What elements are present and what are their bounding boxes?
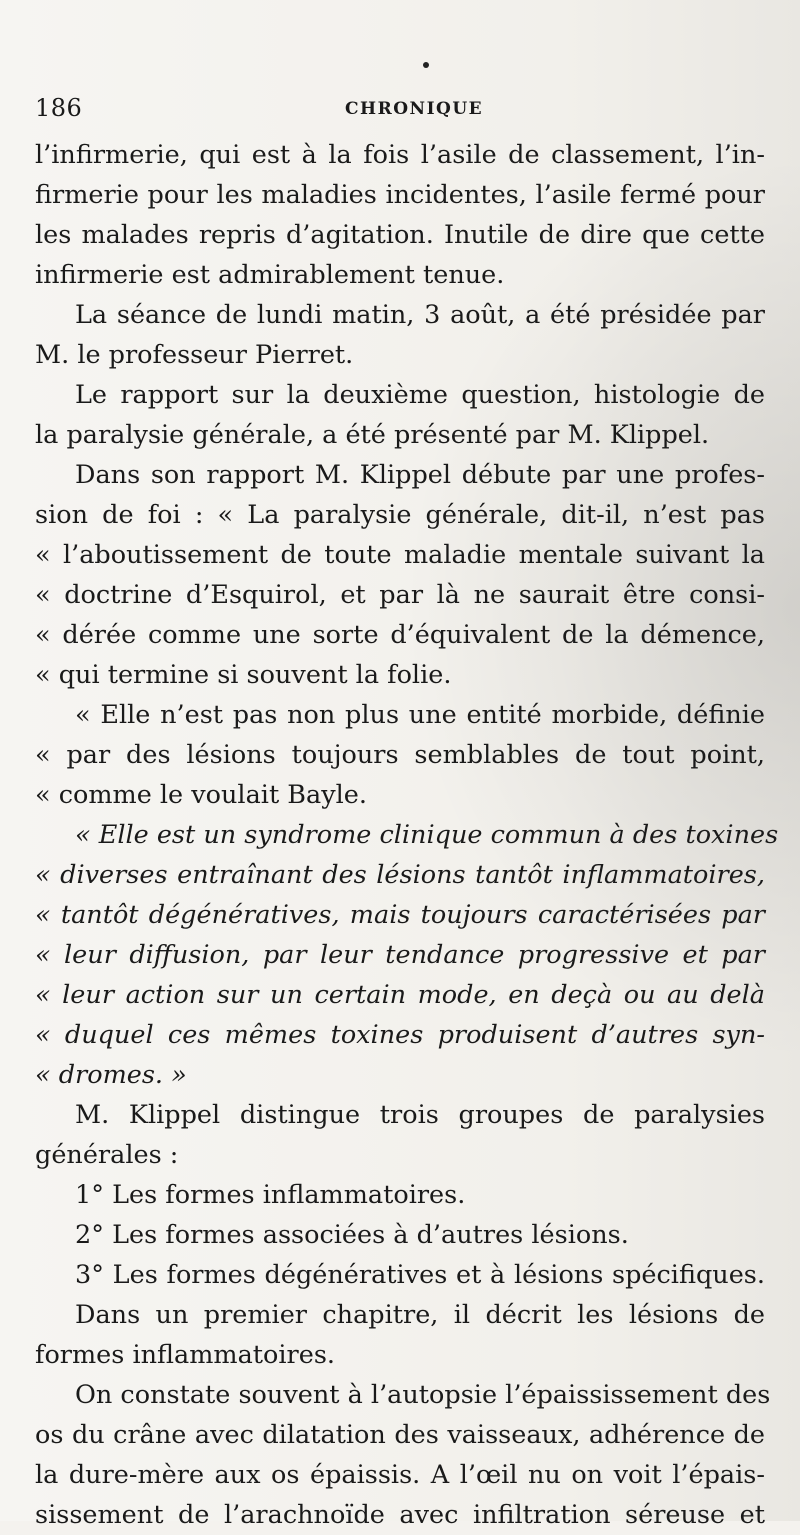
text-line: l’infirmerie, qui est à la fois l’asile de classement, l’in- <box>35 140 765 170</box>
running-head: CHRONIQUE <box>345 99 484 119</box>
text-line: Dans son rapport M. Klippel débute par une profes- <box>75 460 765 490</box>
text-line: M. Klippel distingue trois groupes de paralysies <box>75 1100 765 1130</box>
text-line: formes inflammatoires. <box>35 1340 336 1370</box>
text-line: M. le professeur Pierret. <box>35 340 354 370</box>
text-line: sion de foi : « La paralysie générale, dit-il, n’est pas <box>35 500 765 530</box>
text-line: « diverses entraînant des lésions tantôt inflammatoires, <box>35 860 765 890</box>
text-line: os du crâne avec dilatation des vaisseaux, adhérence de <box>35 1420 765 1450</box>
text-line: « Elle est un syndrome clinique commun à des toxines <box>75 820 779 850</box>
text-line: générales : <box>35 1140 179 1170</box>
text-line: « par des lésions toujours semblables de tout point, <box>35 740 765 770</box>
text-line: « leur diffusion, par leur tendance progressive et par <box>35 940 765 970</box>
text-line: 1° Les formes inflammatoires. <box>75 1180 466 1210</box>
text-line: Dans un premier chapitre, il décrit les lésions de <box>75 1300 765 1330</box>
text-line: « duquel ces mêmes toxines produisent d’autres syn- <box>35 1020 765 1050</box>
page-number: 186 <box>35 94 83 122</box>
text-line: « dromes. » <box>35 1060 187 1090</box>
text-line: « l’aboutissement de toute maladie mentale suivant la <box>35 540 765 570</box>
text-line: On constate souvent à l’autopsie l’épaississement des <box>75 1380 771 1410</box>
text-line: La séance de lundi matin, 3 août, a été présidée par <box>75 300 765 330</box>
text-line: « dérée comme une sorte d’équivalent de la démence, <box>35 620 765 650</box>
text-line: sissement de l’arachnoïde avec infiltration séreuse et <box>35 1500 765 1530</box>
text-line: infirmerie est admirablement tenue. <box>35 260 505 290</box>
text-line: « qui termine si souvent la folie. <box>35 660 452 690</box>
text-line: la dure-mère aux os épaissis. A l’œil nu on voit l’épais- <box>35 1460 765 1490</box>
text-line: les malades repris d’agitation. Inutile de dire que cette <box>35 220 765 250</box>
text-line: « Elle n’est pas non plus une entité morbide, définie <box>75 700 765 730</box>
text-line: firmerie pour les maladies incidentes, l’asile fermé pour <box>35 180 765 210</box>
text-line: « comme le voulait Bayle. <box>35 780 367 810</box>
text-line: « tantôt dégénératives, mais toujours caractérisées par <box>35 900 765 930</box>
text-line: 2° Les formes associées à d’autres lésions. <box>75 1220 629 1250</box>
text-line: Le rapport sur la deuxième question, histologie de <box>75 380 765 410</box>
text-line: la paralysie générale, a été présenté par M. Klippel. <box>35 420 710 450</box>
text-line: 3° Les formes dégénératives et à lésions spécifiques. <box>75 1260 765 1290</box>
body-text <box>35 135 779 1535</box>
printer-dot-mark <box>423 62 429 68</box>
text-line: « doctrine d’Esquirol, et par là ne saurait être consi- <box>35 580 765 610</box>
text-line: « leur action sur un certain mode, en deçà ou au delà <box>35 980 765 1010</box>
page-header <box>35 94 755 124</box>
